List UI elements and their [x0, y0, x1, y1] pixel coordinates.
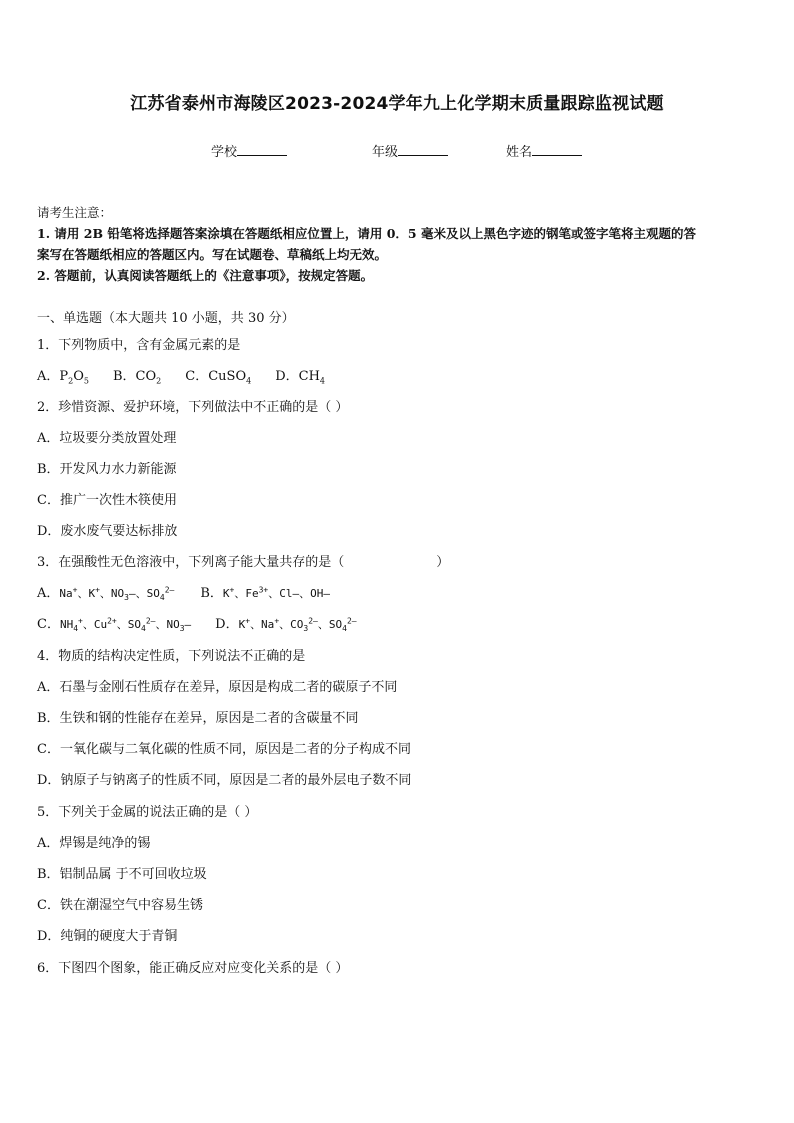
question-3-options-ab: A．Na+、K+、$NO_3—$、$SO_4^{2—}$ B．K+、$Fe^{3+}$、Cl—、OH—	[37, 585, 330, 603]
notice-item-1-line-1: 1. 请用 2B 铅笔将选择题答案涂填在答题纸相应位置上，请用 0．5 毫米及以上黑色字迹的钢笔或签字笔将主观题的答	[37, 226, 696, 241]
question-1-stem: 1．下列物质中，含有金属元素的是	[37, 338, 241, 353]
q4-option-a: A．石墨与金刚石性质存在差异，原因是构成二者的碳原子不同	[37, 680, 398, 695]
q5-option-d: D．纯铜的硬度大于青铜	[37, 929, 178, 944]
question-3-stem: 3．在强酸性无色溶液中，下列离子能大量共存的是（ ）	[37, 555, 450, 570]
q2-option-a: A．垃圾要分类放置处理	[37, 431, 177, 446]
question-6-stem: 6．下图四个图象，能正确反应对应变化关系的是（ ）	[37, 961, 349, 976]
name-field[interactable]	[506, 141, 582, 160]
school-label: 学校	[211, 145, 238, 160]
notice-heading: 请考生注意：	[37, 205, 113, 220]
q5-option-a: A．焊锡是纯净的锡	[37, 836, 151, 851]
q2-option-d: D．废水废气要达标排放	[37, 524, 178, 539]
school-blank[interactable]	[237, 143, 287, 156]
name-label: 姓名	[506, 145, 533, 160]
name-blank[interactable]	[532, 143, 582, 156]
question-4-stem: 4．物质的结构决定性质，下列说法不正确的是	[37, 649, 306, 664]
question-2-stem: 2．珍惜资源、爱护环境，下列做法中不正确的是（ ）	[37, 400, 349, 415]
question-5-stem: 5．下列关于金属的说法正确的是（ ）	[37, 805, 258, 820]
q2-option-c: C．推广一次性木筷使用	[37, 493, 177, 508]
notice-item-1-line-2: 案写在答题纸相应的答题区内。写在试题卷、草稿纸上均无效。	[37, 247, 388, 262]
q1-option-a: A．$P_2O_5$	[37, 369, 89, 386]
q5-option-b: B．铝制品属 于不可回收垃圾	[37, 867, 207, 882]
q1-option-c: C．CuSO$_4$	[185, 369, 252, 386]
q4-option-c: C．一氧化碳与二氧化碳的性质不同，原因是二者的分子构成不同	[37, 742, 411, 757]
grade-blank[interactable]	[398, 143, 448, 156]
q4-option-d: D．钠原子与钠离子的性质不同，原因是二者的最外层电子数不同	[37, 773, 412, 788]
grade-field[interactable]	[372, 141, 448, 160]
q5-option-c: C．铁在潮湿空气中容易生锈	[37, 898, 203, 913]
grade-label: 年级	[372, 145, 399, 160]
section-heading: 一、单选题（本大题共 10 小题，共 30 分）	[37, 311, 295, 326]
page-title: 江苏省泰州市海陵区2023-2024学年九上化学期末质量跟踪监视试题	[130, 94, 664, 114]
question-3-options-cd: C．$NH_4^+$、$Cu^{2+}$、$SO_4^{2—}$、$NO_3—$ D．K+、Na+、$CO_3^{2—}$、$SO_4^{2—}$	[37, 616, 357, 634]
school-field[interactable]	[211, 141, 287, 160]
question-1-options	[37, 365, 325, 384]
notice-item-2: 2. 答题前，认真阅读答题纸上的《注意事项》，按规定答题。	[37, 268, 374, 283]
q4-option-b: B．生铁和钢的性能存在差异，原因是二者的含碳量不同	[37, 711, 359, 726]
q2-option-b: B．开发风力水力新能源	[37, 462, 177, 477]
q1-option-d: D．$CH_4$	[275, 369, 326, 386]
q1-option-b: B．$CO_2$	[113, 369, 162, 386]
